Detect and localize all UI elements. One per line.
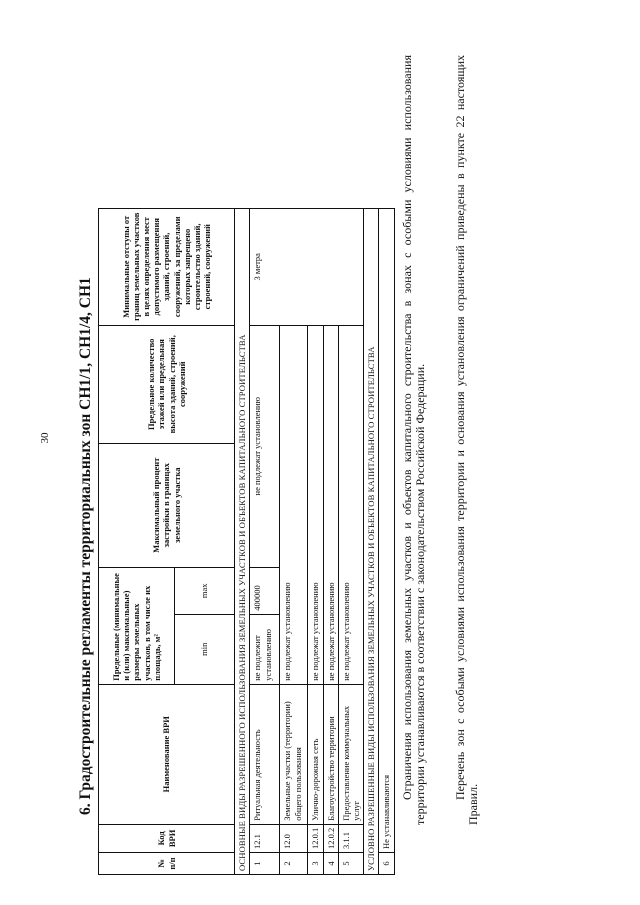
table-row [250,208,280,874]
header-code: Код ВРИ [99,824,235,852]
section-main: ОСНОВНЫЕ ВИДЫ РАЗРЕШЕННОГО ИСПОЛЬЗОВАНИЯ ЗЕМЕЛЬНЫХ УЧАСТКОВ И ОБЪЕКТОВ КАПИТАЛЬНОГО СТРОИТЕЛЬСТВА [235,208,250,874]
cell-code: 12.1 [250,824,280,852]
cell-span: не подлежат установлению [280,325,308,684]
cell-max: 400000 [250,567,280,614]
section-title: 6. Градостроительные регламенты территориальных зон СН1/1, СН1/4, СН1 [77,277,94,815]
regulations-table [98,208,395,875]
cell-span: не подлежат установлению [308,325,323,684]
cell-none: Не устанавливаются [379,208,394,852]
table-row [379,208,394,874]
paragraph-restrictions: Ограничения использования земельных участков и объектов капитального строительства в зонах с особыми условиями использования территории устанавливаются в соответствии с законодательством Российской Федерации. [400,55,428,825]
cell-no: 3 [308,853,323,875]
header-percent: Максимальный процент застройки в границах земельного участка [99,443,235,567]
cell-name: Ритуальная деятельность [250,684,280,824]
header-no: № п/п [99,853,235,875]
cell-min: не подлежит установлению [250,614,280,684]
paragraph-zone-list: Перечень зон с особыми условиями использования территории и основания установления ограничений приведены в пункте 22 настоящих Правил. [453,55,481,825]
cell-no: 5 [338,853,363,875]
cell-name: Улично-дорожная сеть [308,684,323,824]
cell-no: 4 [323,853,338,875]
cell-percent-floors: не подлежат установлению [250,325,280,567]
cell-span: не подлежат установлению [338,325,363,684]
cell-span: не подлежат установлению [323,325,338,684]
cell-code: 12.0.2 [323,824,338,852]
cell-code: 12.0.1 [308,824,323,852]
header-size-min: min [175,614,235,684]
cell-name: Предоставление коммунальных услуг [338,684,363,824]
cell-no: 2 [280,853,308,875]
cell-code: 3.1.1 [338,824,363,852]
header-floors: Предельное количество этажей или предельная высота зданий, строений, сооружений [99,325,235,443]
header-size: Предельные (минимальные и (или) максимальные) размеры земельных участков, в том числе их площадь, м² [99,567,175,684]
section-conditional: УСЛОВНО РАЗРЕШЕННЫЕ ВИДЫ ИСПОЛЬЗОВАНИЯ ЗЕМЕЛЬНЫХ УЧАСТКОВ И ОБЪЕКТОВ КАПИТАЛЬНОГО СТРОИТЕЛЬСТВА [364,208,379,874]
header-name: Наименование ВРИ [99,684,235,824]
cell-code: 12.0 [280,824,308,852]
header-setback: Минимальные отступы от границ земельных участков в целях определения мест допустимого размещения зданий, строений, сооружений, за пределами которых запрещено строительство зданий, строений, сооружений [99,208,235,325]
cell-name: Благоустройство территории [323,684,338,824]
cell-no: 6 [379,853,394,875]
header-size-max: max [175,567,235,614]
cell-setback: 3 метра [250,208,364,325]
page-number: 30 [39,432,51,444]
cell-name: Земельные участки (территории) общего пользования [280,684,308,824]
cell-no: 1 [250,853,280,875]
